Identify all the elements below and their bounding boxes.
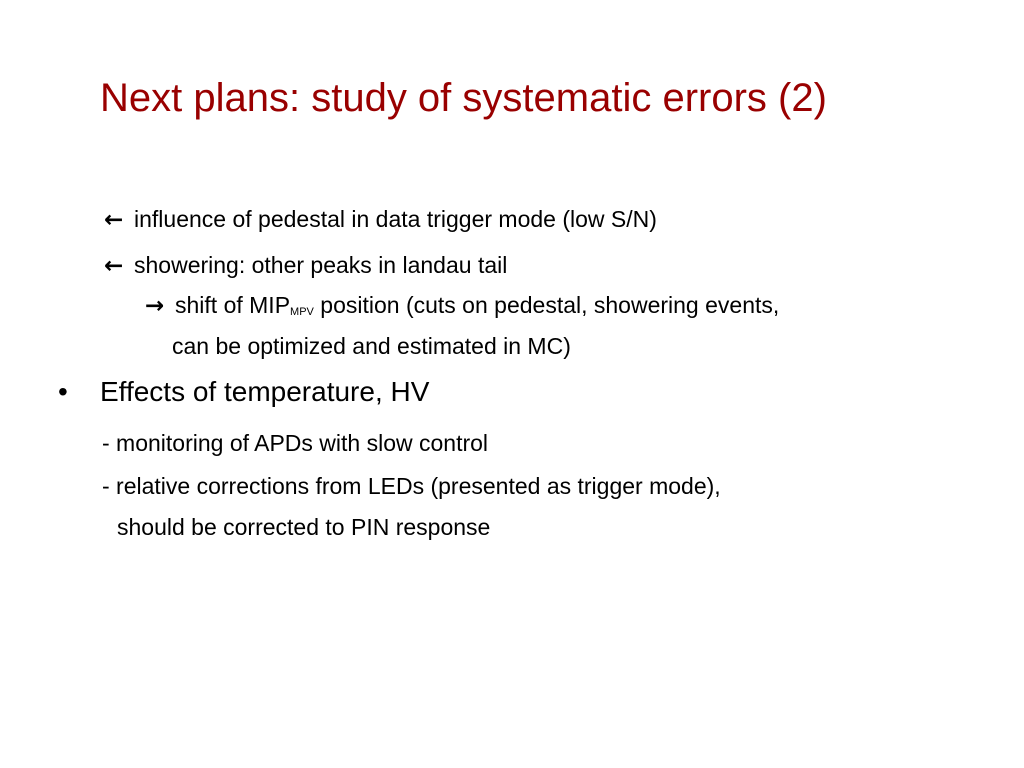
- bullet-temperature: [58, 375, 430, 409]
- right-arrow-icon: →: [145, 293, 165, 319]
- subitem-monitoring: - monitoring of APDs with slow control: [102, 430, 489, 456]
- item-shift-text-after: position (cuts on pedestal, showering events,: [313, 292, 780, 318]
- item-pedestal-text: influence of pedestal in data trigger mode (low S/N): [134, 206, 657, 232]
- item-showering-text: showering: other peaks in landau tail: [134, 252, 508, 278]
- item-shift: [145, 290, 779, 327]
- item-pedestal: [104, 204, 657, 235]
- left-arrow-icon: ←: [104, 253, 124, 279]
- item-showering: [104, 250, 507, 281]
- bullet-temperature-text: Effects of temperature, HV: [100, 376, 430, 407]
- mpv-subscript: MPV: [290, 306, 314, 318]
- page-title: Next plans: study of systematic errors (2): [100, 76, 827, 120]
- subitem-led-corrections: - relative corrections from LEDs (presented as trigger mode),: [102, 473, 721, 499]
- item-shift-text-before: shift of MIP: [175, 292, 291, 318]
- subitem-pin-response: should be corrected to PIN response: [117, 514, 491, 540]
- bullet-dot-icon: •: [58, 376, 68, 407]
- left-arrow-icon: ←: [104, 207, 124, 233]
- item-shift-continuation: can be optimized and estimated in MC): [172, 333, 571, 359]
